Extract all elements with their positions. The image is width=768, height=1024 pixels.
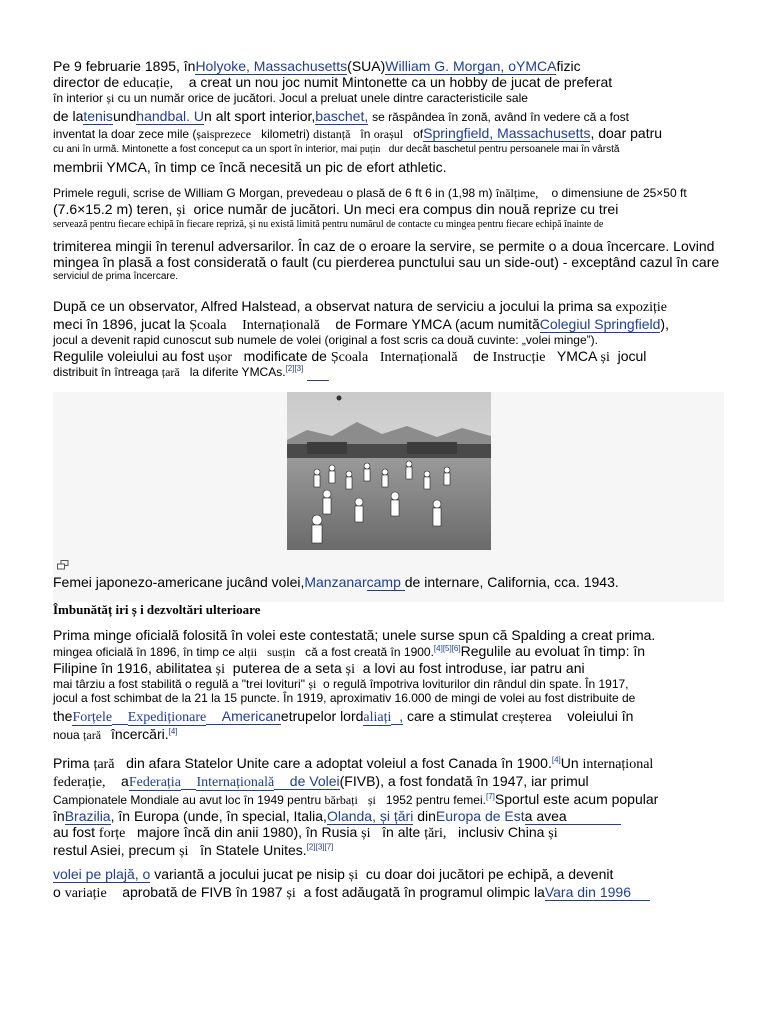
text: au fost [53,824,96,841]
paragraph-name-origin [53,298,753,381]
text-line [53,627,753,643]
text: și [179,844,189,860]
text-line [53,334,753,348]
text: und [112,107,137,124]
text-line [53,366,753,381]
text-line [53,708,753,726]
link-springfield[interactable]: Springfield, Massachusetts [423,124,591,141]
link-baschet[interactable]: baschet, [315,107,369,124]
reference-sup[interactable]: [4] [551,755,561,765]
text-line [53,108,753,125]
text: Prima minge oficială folosită în volei este contestată; unele surse spun că Spalding a creat prima. [53,627,656,643]
text: voleiului în [567,707,634,724]
text: servează pentru fiecare echipă în fiecare repriză, și nu există limită pentru numărul de contacte cu mingea pentru fiecare echipă înainte de [53,218,604,230]
manzanar-volleyball-photo[interactable] [287,392,491,550]
text: se răspândea în zonă, având în vedere că a fost [372,109,629,124]
text: o regulă împotriva loviturilor din rândul din spate. În 1917, [323,676,629,691]
text-line [53,201,753,219]
text-line [53,238,753,254]
text-line [53,791,753,808]
text: Îmbunătăț [53,602,113,617]
text: meci în 1896, jucat la [53,316,186,333]
text: Prima [53,755,90,771]
text: de internare, California, cca. 1943. [404,574,619,590]
text: variantă a jocului jucat pe nisip [154,866,345,882]
link-holyoke[interactable]: Holyoke, Massachusetts [195,58,348,74]
text: și [215,661,226,677]
paragraph-beach-volleyball [53,866,753,902]
text: majore încă din anii 1980), în Rusia [137,824,358,841]
text: modificate de [243,347,327,364]
text: și [176,202,186,218]
link-volei-pe-plaja[interactable]: volei pe plajă, o [53,866,151,882]
text: cu ani în urmă. Mintonette a fost conceput ca un sport în interior, mai [53,143,358,155]
text-line [53,692,753,706]
text-line [53,271,753,283]
text-line [53,678,753,692]
text: Pe 9 februarie 1895, în [53,58,196,74]
text: the [53,707,73,724]
text: șaisprezece [196,126,252,141]
text-line [53,808,753,824]
text: i dezvoltări ulterioare [140,602,261,617]
text: director de [53,74,120,91]
text: , doar patru [590,124,663,141]
text: Un [560,755,579,771]
text: și [361,826,371,842]
text: de la [53,107,84,124]
text: ), [660,316,669,333]
text: în alte [382,824,421,841]
text: Instrucție [492,349,546,365]
link-springfield-college[interactable]: Colegiul Springfield [539,316,661,333]
text: a [121,773,129,790]
text: educație, [123,76,174,92]
text: și [308,676,317,691]
text-line [53,773,753,791]
text: în [53,807,65,824]
text: mingea oficială în 1896, în timp ce [53,645,236,660]
text: internațional [582,757,654,772]
text-line [53,866,753,884]
text: orașul [373,126,404,141]
reference-sup[interactable]: [4] [168,726,178,736]
reference-sup[interactable]: [2][3] [285,364,304,374]
text: inventat la doar zece mile ( [53,126,197,141]
text: noua [53,727,80,742]
link-handbal[interactable]: handbal. U [136,107,205,124]
paragraph-history-origin [53,58,753,175]
text: restul Asiei, precum [53,842,176,859]
text: distanță [313,126,351,141]
text: variație [64,886,107,902]
text: aprobată de FIVB în 1987 [122,884,283,901]
text: of [413,126,424,141]
text: Școala [189,318,227,334]
text-line [53,254,753,270]
text: încercări. [111,725,169,742]
text: distribuit în întreaga [53,365,159,380]
text-line [53,824,753,842]
text: mai târziu a fost stabilită o regulă a "trei lovituri" [53,676,305,691]
text: După ce un observator, Alfred Halstead, a observat natura de serviciu a jocului la prima sa [53,298,612,314]
paragraph-international [53,755,753,860]
text: țară [93,757,115,772]
text: fizic [556,58,581,74]
text: mingea în plasă a fost considerată o fault (cu pierderea punctului sau un side-out) - exceptând cazul în care [53,254,720,271]
text: la diferite YMCAs. [189,365,286,380]
link-william-morgan[interactable]: William G. Morgan, o [385,58,516,74]
text: Regulile voleiului au fost [53,347,204,364]
text: Campionatele Mondiale au avut loc în 1949 pentru [53,793,322,808]
text: țară [161,365,180,380]
link-manzanar[interactable]: Manzanar [304,574,367,590]
enlarge-icon[interactable] [57,560,69,570]
text: creșterea [501,709,552,725]
text: Școala [330,349,369,365]
text: dur decât baschetul pentru persoanele mai în vârstă [388,143,620,155]
text-line [53,643,753,660]
text: a lovi au fost introduse, iar patru ani [362,659,585,676]
text: o [53,884,61,901]
text: orice număr de jucători. Un meci era compus din nouă reprize cu trei [193,200,619,217]
text: Internațională [379,349,458,365]
text: a creat un nou joc numit Mintonette ca un hobby de jucat de preferat [188,74,613,91]
text: inclusiv China [458,824,545,841]
text-line [53,92,753,106]
text-line [53,755,753,773]
text: țări, [424,826,447,842]
text: cu doar doi jucători pe echipă, a devenit [365,866,614,882]
text: din [417,807,436,824]
paragraph-first-rules [53,187,753,282]
link-underline [307,366,329,381]
text: , în Europa (unde, în special, Italia, [110,807,327,824]
text: (7.6×15.2 m) teren, [53,200,173,217]
text: de [473,347,489,364]
text: în [360,126,371,141]
text: Internațională [242,318,320,334]
link-fortele[interactable]: Forțele [72,709,113,725]
text-line [53,125,753,142]
text: și [106,91,115,106]
text: jocul [617,347,647,364]
link-american[interactable]: American [221,707,281,724]
text-line [53,726,753,743]
reference-sup[interactable]: [2][3][7] [306,842,334,852]
text: a avea [524,807,567,824]
text: înălțime, [495,186,539,200]
link-europa-de-est[interactable]: Europa de Est [435,807,525,824]
text-line [53,219,753,231]
text-line [53,187,753,201]
text: o dimensiune de 25×50 ft [551,186,687,200]
text: expoziție [615,300,667,315]
text: 1952 pentru femei. [385,793,486,808]
text: și [600,349,610,365]
text: că a fost creată în 1900. [305,645,434,660]
text: etrupelor lord [280,707,364,724]
reference-sup[interactable]: [7] [485,792,495,802]
text-line [53,842,753,860]
text: Sportul este acum popular [494,791,659,808]
text: și [367,793,376,808]
link-comma[interactable]: , [399,707,404,724]
link-tenis[interactable]: tenis [83,107,113,124]
text: a fost adăugată în programul olimpic la [303,884,545,901]
text: și [548,826,558,842]
text: Regulile au evoluat în timp: în [460,643,646,660]
text: forțe [98,826,126,842]
figure-caption [53,574,753,590]
text-line [53,298,753,316]
link-expeditionare[interactable]: Expediționare [127,709,207,725]
text: jocul a devenit rapid cunoscut sub numele de volei (original a fost scris ca două cuvinte: „volei minge”). [53,333,598,348]
link-olanda[interactable]: Olanda, și țări [326,807,414,824]
text: în Statele Unites. [200,842,307,859]
text-line [53,348,753,366]
text: alții [238,645,258,660]
text: kilometri) [261,126,310,141]
photo-image [287,392,491,550]
link-internationala[interactable]: Internațională [196,775,275,791]
text: n alt sport interior, [204,107,316,124]
text-line [53,660,753,678]
paragraph-improvements [53,627,753,742]
text: țară [83,727,102,742]
text-line [53,74,753,92]
text-line [53,159,753,175]
link-ymca[interactable]: YMCA [516,58,557,74]
text: (FIVB), a fost fondată în 1947, iar primul [339,773,589,790]
text: ușor [207,349,232,365]
text-line [53,884,753,902]
text: Primele reguli, scrise de William G Morgan, prevedeau o plasă de 6 ft 6 in (1,98 m) [53,186,493,200]
text: Femei japonezo-americane jucând volei, [53,574,305,590]
text: din afara Statelor Unite care a adoptat voleiul a fost Canada în 1900. [126,755,552,771]
link-aliati[interactable]: aliați [363,709,392,725]
section-heading [53,603,753,618]
link-camp[interactable]: camp [366,574,405,590]
text: serviciul de prima încercare. [53,270,179,282]
text: (SUA) [347,58,386,74]
text: care a stimulat [406,707,499,724]
link-federatia[interactable]: Federația [128,775,181,791]
text-line [53,316,753,334]
link-vara-1996[interactable]: Vara din 1996 [544,884,631,901]
text: și [286,886,296,902]
text: și [345,661,356,677]
text: iri ș [115,602,137,617]
text: Filipine în 1916, abilitatea [53,659,212,676]
text: în interior [53,91,104,106]
text: și [348,868,359,883]
text-line [53,58,753,74]
text: trimiterea mingii în terenul adversarilor. În caz de o eroare la servire, se permite o a doua încercare. Lovind [53,238,715,255]
text: susțin [267,645,296,660]
link-brazilia[interactable]: Brazilia [64,807,111,824]
text: federație, [53,775,106,791]
text: bărbați [324,793,358,808]
link-de-volei[interactable]: de Volei [289,773,340,790]
text: YMCA [556,347,597,364]
text: puțin [359,143,381,155]
text-line [53,144,753,156]
reference-sup[interactable]: [4][5][6] [433,644,461,654]
text: puterea de a seta [232,659,342,676]
text: jocul a fost schimbat de la 21 la 15 puncte. În 1919, aproximativ 16.000 de mingi de volei au fost distribuite de [53,690,636,705]
text: de Formare YMCA (acum numită [335,316,540,333]
text: cu un număr orice de jucători. Jocul a preluat unele dintre caracteristicile sale [117,91,528,106]
text: membrii YMCA, în timp ce încă necesită un pic de efort athletic. [53,159,447,176]
